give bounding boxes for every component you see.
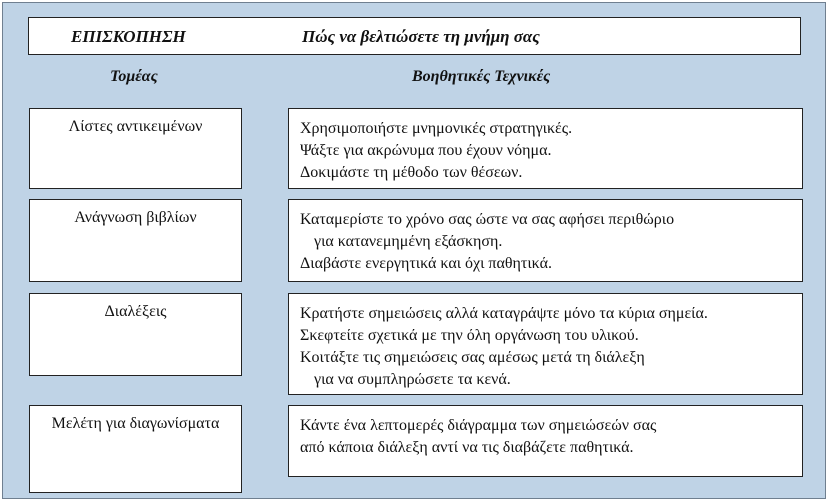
technique-line: Σκεφτείτε σχετικά με την όλη οργάνωση του υλικού. [300, 327, 639, 344]
area-cell-book-reading [29, 199, 242, 282]
techniques-cell-item-lists [288, 108, 803, 189]
techniques-cell-book-reading [288, 199, 803, 282]
column-header-techniques: Βοηθητικές Τεχνικές [412, 68, 551, 85]
area-cell-lectures [29, 293, 242, 376]
overview-label: ΕΠΙΣΚΟΠΗΣΗ [71, 27, 186, 46]
technique-line: Καταμερίστε το χρόνο σας ώστε να σας αφήσει περιθώριο [300, 211, 675, 228]
technique-line: Δοκιμάστε τη μέθοδο των θέσεων. [300, 164, 523, 181]
technique-line: για να συμπληρώσετε τα κενά. [314, 371, 511, 388]
techniques-cell-lectures [288, 293, 803, 395]
technique-line: Διαβάστε ενεργητικά και όχι παθητικά. [300, 255, 552, 272]
technique-line: Κάντε ένα λεπτομερές διάγραμμα των σημειώσεών σας [300, 417, 657, 434]
technique-line: Κρατήστε σημειώσεις αλλά καταγράψτε μόνο τα κύρια σημεία. [300, 305, 708, 322]
technique-line: Χρησιμοποιήστε μνημονικές στρατηγικές. [300, 120, 573, 137]
technique-line: για κατανεμημένη εξάσκηση. [314, 233, 503, 250]
area-label: Διαλέξεις [104, 303, 167, 320]
area-label: Λίστες αντικειμένων [68, 118, 203, 135]
area-cell-item-lists [29, 108, 242, 189]
area-cell-exam-study [29, 405, 242, 493]
overview-header [28, 17, 801, 55]
technique-line: από κάποια διάλεξη αντί να τις διαβάζετε παθητικά. [300, 439, 634, 456]
technique-line: Ψάξτε για ακρώνυμα που έχουν νόημα. [300, 142, 552, 159]
techniques-cell-exam-study [288, 405, 803, 477]
technique-line: Κοιτάξτε τις σημειώσεις σας αμέσως μετά τη διάλεξη [300, 349, 645, 366]
column-header-area: Τομέας [110, 68, 158, 85]
area-label: Μελέτη για διαγωνίσματα [51, 415, 220, 432]
area-label: Ανάγνωση βιβλίων [74, 209, 197, 226]
overview-title: Πώς να βελτιώσετε τη μνήμη σας [302, 27, 540, 46]
